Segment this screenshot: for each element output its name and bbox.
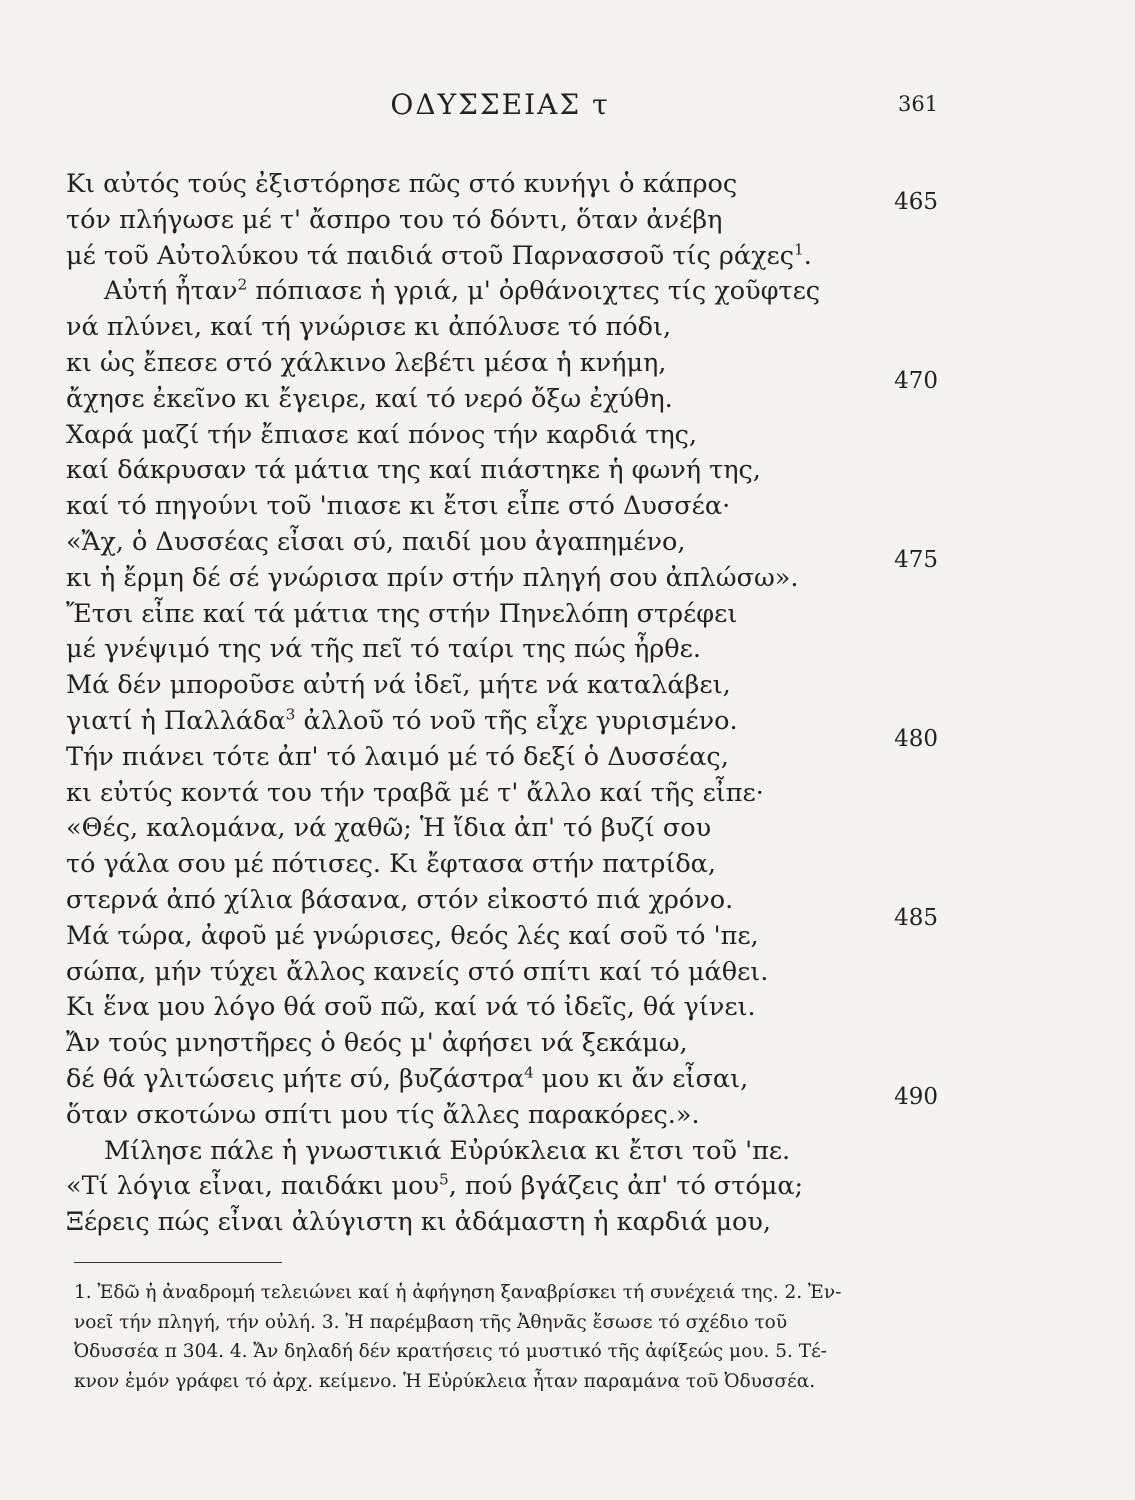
verse-text: ἄχησε ἐκεῖνο κι ἔγειρε, καί τό νερό ὄξω ἐχύθη. [66,383,673,414]
footnote-line: κνον ἐμόν γράφει τό ἀρχ. κείμενο. Ἡ Εὐρύκλεια ἦταν παραμάνα τοῦ Ὀδυσσέα. [74,1370,816,1392]
verse-text: γιατί ἡ Παλλάδα$^3$ ἀλλοῦ τό νοῦ τῆς εἶχε γυρισμένο. [66,705,738,736]
verse-line [66,345,936,381]
page-title: ΟΔΥΣΣΕΙΑΣ τ [390,88,610,121]
verse-line [66,631,936,667]
verse-line [66,1025,936,1061]
verse-line [66,1204,936,1240]
verse-line [66,452,936,488]
verse-line [66,1097,936,1133]
verse-line [66,667,936,703]
line-number: 465 [894,188,938,215]
verse-line [66,703,936,739]
verse-line [66,560,936,596]
verse-text: καί τό πηγούνι τοῦ 'πιασε κι ἔτσι εἶπε στό Δυσσέα· [66,491,731,522]
line-number: 475 [894,546,938,573]
verse-line [66,417,936,453]
verse-text: Κι αὐτός τούς ἐξιστόρησε πῶς στό κυνήγι ὁ κάπρος [66,169,738,199]
verse-line [66,1133,936,1169]
verse-text: κι ἡ ἔρμη δέ σέ γνώρισα πρίν στήν πληγή σου ἀπλώσω». [66,562,799,593]
verse-line [66,810,936,846]
verse-text: στερνά ἀπό χίλια βάσανα, στόν εἰκοστό πιά χρόνο. [66,885,734,915]
verse-text: Αὐτή ἦταν$^2$ πόπιασε ἡ γριά, μ' ὀρθάνοιχτες τίς χοῦφτες [104,275,821,307]
verse-text: μέ τοῦ Αὐτολύκου τά παιδιά στοῦ Παρνασσοῦ τίς ράχες$^1$. [66,240,812,271]
footnote-line: νοεῖ τήν πληγή, τήν οὐλή. 3. Ἡ παρέμβαση τῆς Ἀθηνᾶς ἔσωσε τό σχέδιο τοῦ [74,1311,788,1333]
page-number: 361 [898,92,939,116]
verse-text: μέ γνέψιμό της νά τῆς πεῖ τό ταίρι της πώς ἦρθε. [66,634,701,665]
footnote-marker: 1 [794,240,804,259]
verse-text: Χαρά μαζί τήν ἔπιασε καί πόνος τήν καρδιά της, [66,419,697,450]
verse-text: Ἄν τούς μνηστῆρες ὁ θεός μ' ἀφήσει νά ξεκάμω, [66,1028,688,1059]
verse-line [66,775,936,811]
verse-text: «Ἄχ, ὁ Δυσσέας εἶσαι σύ, παιδί μου ἀγαπημένο, [66,527,686,557]
verse-line [66,166,936,202]
verse-line [66,1061,936,1097]
line-number: 480 [894,725,938,752]
verse-text: Ἔτσι εἶπε καί τά μάτια της στήν Πηνελόπη στρέφει [66,598,738,629]
line-number: 490 [894,1083,938,1110]
verse-line [66,989,936,1025]
footnote-divider [74,1262,282,1263]
verse-text: «Τί λόγια εἶναι, παιδάκι μου$^5$, πού βγάζεις ἀπ' τό στόμα; [66,1170,804,1202]
line-number: 470 [894,367,938,394]
verse-text: «Θές, καλομάνα, νά χαθῶ; Ἡ ἴδια ἀπ' τό βυζί σου [66,813,712,844]
verse-text: Τήν πιάνει τότε ἀπ' τό λαιμό μέ τό δεξί ὁ Δυσσέας, [66,741,729,772]
footnote-marker: 5 [438,1170,449,1189]
footnote-marker: 2 [237,275,248,294]
verse-line [66,488,936,524]
verse-line [66,202,936,238]
verse-line [66,1168,936,1204]
verse-text: κι εὐτύς κοντά του τήν τραβᾶ μέ τ' ἄλλο καί τῆς εἶπε· [66,777,764,808]
verse-text: Κι ἕνα μου λόγο θά σοῦ πῶ, καί νά τό ἰδεῖς, θά γίνει. [66,992,756,1023]
verse-line [66,846,936,882]
line-number: 485 [894,904,938,931]
verse-text: Μά τώρα, ἀφοῦ μέ γνώρισες, θεός λές καί σοῦ τό 'πε, [66,920,759,951]
verse-text: τό γάλα σου μέ πότισες. Κι ἔφτασα στήν πατρίδα, [66,849,717,880]
footnote-line: 1. Ἐδῶ ἡ ἀναδρομή τελειώνει καί ἡ ἀφήγηση ξαναβρίσκει τή συνέχειά της. 2. Ἐν- [74,1282,842,1303]
verse-text: κι ὡς ἔπεσε στό χάλκινο λεβέτι μέσα ἡ κνήμη, [66,348,667,378]
verse-line [66,596,936,632]
verse-text: νά πλύνει, καί τή γνώρισε κι ἀπόλυσε τό πόδι, [66,312,672,343]
verse-text: καί δάκρυσαν τά μάτια της καί πιάστηκε ἡ φωνή της, [66,455,761,486]
verse-line [66,739,936,775]
verse-text: σώπα, μήν τύχει ἄλλος κανείς στό σπίτι καί τό μάθει. [66,956,769,987]
verse-line [66,954,936,990]
verse-text: Μά δέν μποροῦσε αὐτή νά ἰδεῖ, μήτε νά καταλάβει, [66,670,731,701]
footnote-marker: 4 [524,1063,534,1082]
footnote-line: Ὀδυσσέα π 304. 4. Ἄν δηλαδή δέν κρατήσεις τό μυστικό τῆς ἀφίξεώς μου. 5. Τέ- [74,1341,827,1362]
verse-line [66,238,936,274]
verse-line [66,524,936,560]
verse-line [66,273,936,309]
verse-text: ὅταν σκοτώνω σπίτι μου τίς ἄλλες παρακόρες.». [66,1099,700,1130]
verse-text: Ξέρεις πώς εἶναι ἀλύγιστη κι ἀδάμαστη ἡ καρδιά μου, [66,1207,771,1238]
verse-text: τόν πλήγωσε μέ τ' ἄσπρο του τό δόντι, ὅταν ἀνέβη [66,204,723,235]
verse-line [66,882,936,918]
verse-line [66,381,936,417]
footnote-marker: 3 [285,705,296,724]
verse-text: Μίλησε πάλε ἡ γνωστικιά Εὐρύκλεια κι ἔτσι τοῦ 'πε. [104,1135,791,1166]
verse-line [66,918,936,954]
verse-line [66,309,936,345]
verse-text: δέ θά γλιτώσεις μήτε σύ, βυζάστρα$^4$ μου κι ἄν εἶσαι, [66,1063,749,1094]
